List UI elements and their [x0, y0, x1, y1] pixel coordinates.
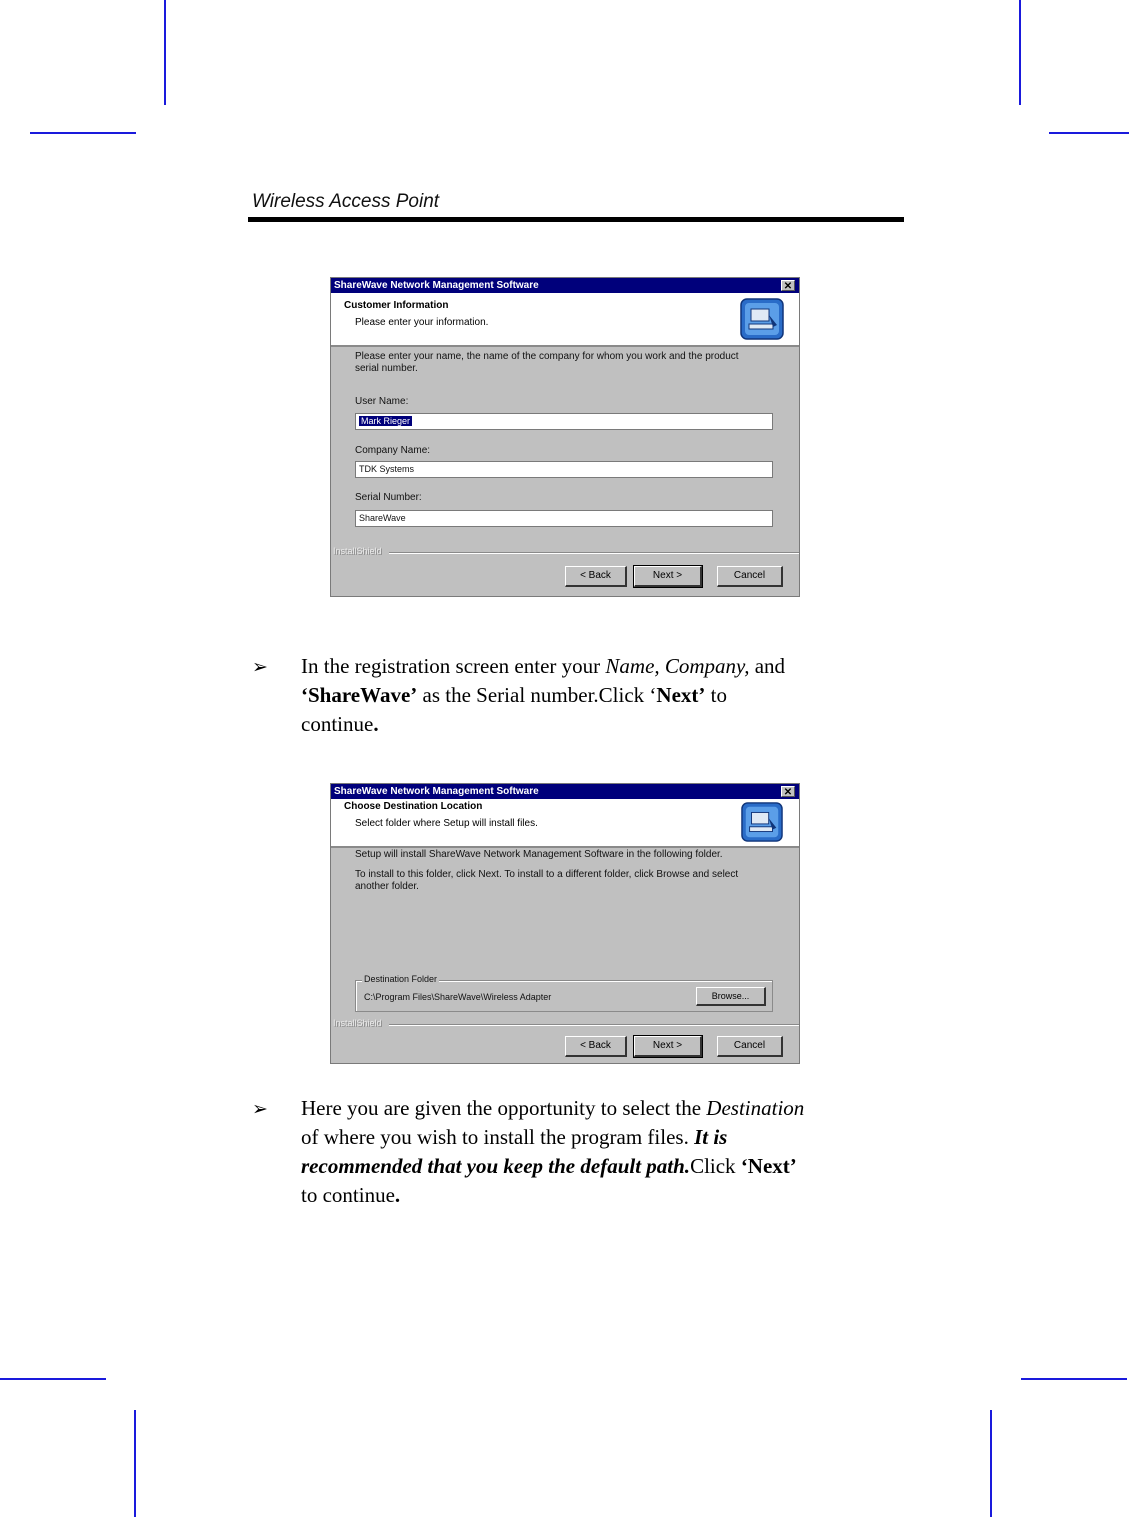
crop-mark-bottom-right-horizontal [1021, 1378, 1127, 1380]
dialog-title: ShareWave Network Management Software [334, 280, 539, 291]
crop-mark-bottom-right-vertical [990, 1410, 992, 1517]
dialog-separator [389, 1024, 799, 1026]
dialog-title: ShareWave Network Management Software [334, 786, 539, 797]
company-name-label: Company Name: [355, 445, 431, 456]
installshield-brand: InstallShield [333, 1018, 382, 1028]
description-line-1: Setup will install ShareWave Network Management Software in the following folder. [355, 849, 723, 860]
instructions-text [355, 351, 739, 375]
dialog-subheading: Please enter your information. [355, 317, 489, 328]
dialog-separator [389, 552, 799, 554]
back-button[interactable]: < Back [565, 1036, 627, 1057]
para1-text-2: and [749, 654, 786, 678]
dialog-title-bar [331, 278, 799, 293]
para2-text-2: of where you wish to install the program files. [301, 1125, 689, 1149]
crop-mark-bottom-left-horizontal [0, 1378, 106, 1380]
para2-text-4: to continue [301, 1183, 395, 1207]
setup-computer-icon [739, 801, 785, 843]
company-name-input[interactable]: TDK Systems [355, 461, 773, 478]
para2-emphasis-2: recommended that you keep the default path. [301, 1154, 691, 1178]
customer-information-dialog [330, 277, 800, 597]
choose-destination-dialog [330, 783, 800, 1064]
dialog-header-panel [331, 799, 799, 848]
crop-mark-top-left-vertical [164, 0, 166, 105]
bullet-arrow-icon: ➢ [252, 1099, 268, 1120]
crop-mark-bottom-left-vertical [134, 1410, 136, 1517]
user-name-input[interactable] [355, 413, 773, 430]
para2-text-3: Click [690, 1154, 741, 1178]
dialog-heading: Choose Destination Location [344, 801, 483, 812]
next-button[interactable]: Next > [634, 566, 702, 587]
back-button[interactable]: < Back [565, 566, 627, 587]
destination-folder-path: C:\Program Files\ShareWave\Wireless Adapter [364, 992, 552, 1002]
para1-text-3: as the Serial number.Click ‘ [417, 683, 657, 707]
description-line-2: To install to this folder, click Next. To install to a different folder, click Browse and select [355, 869, 739, 880]
setup-computer-icon [739, 297, 785, 341]
dialog-subheading: Select folder where Setup will install files. [355, 818, 538, 829]
registration-instructions [301, 652, 911, 739]
close-button[interactable]: ✕ [781, 280, 795, 291]
para1-text-1: In the registration screen enter your [301, 654, 606, 678]
crop-mark-top-right-horizontal [1049, 132, 1129, 134]
user-name-value: Mark Rieger [361, 416, 411, 426]
para1-text-5: continue [301, 712, 374, 736]
para1-text-4: to [705, 683, 727, 707]
description-line-3: another folder. [355, 881, 419, 892]
crop-mark-top-right-vertical [1019, 0, 1021, 105]
bullet-arrow-icon: ➢ [252, 657, 268, 678]
next-button[interactable]: Next > [634, 1036, 702, 1057]
cancel-button[interactable]: Cancel [717, 566, 783, 587]
instructions-line-1: Please enter your name, the name of the company for whom you work and the product [355, 351, 739, 362]
setup-description [355, 849, 738, 893]
header-rule [248, 217, 904, 222]
serial-number-label: Serial Number: [355, 492, 422, 503]
para1-serial-value: ‘ShareWave’ [301, 683, 418, 707]
installshield-brand: InstallShield [333, 546, 382, 556]
crop-mark-top-left-horizontal [30, 132, 136, 134]
para1-next-word: Next’ [656, 683, 706, 707]
dialog-title-bar [331, 784, 799, 799]
browse-button[interactable]: Browse... [696, 987, 766, 1006]
para2-text-1: Here you are given the opportunity to select the [301, 1096, 707, 1120]
para2-destination-word: Destination [706, 1096, 805, 1120]
para1-italic-fields: Name, Company, [605, 654, 750, 678]
destination-folder-group [355, 974, 773, 1012]
close-button[interactable]: ✕ [781, 786, 795, 797]
para2-period: . [394, 1183, 401, 1207]
para2-next-word: ‘Next’ [740, 1154, 797, 1178]
destination-instructions [301, 1094, 911, 1210]
page-header-title: Wireless Access Point [252, 191, 440, 212]
dialog-heading: Customer Information [344, 300, 449, 311]
para2-emphasis-1: It is [688, 1125, 728, 1149]
destination-folder-label: Destination Folder [364, 974, 438, 984]
serial-number-input[interactable]: ShareWave [355, 510, 773, 527]
instructions-line-2: serial number. [355, 363, 418, 374]
para1-period: . [373, 712, 379, 736]
cancel-button[interactable]: Cancel [717, 1036, 783, 1057]
user-name-label: User Name: [355, 396, 409, 407]
dialog-header-panel [331, 293, 799, 347]
